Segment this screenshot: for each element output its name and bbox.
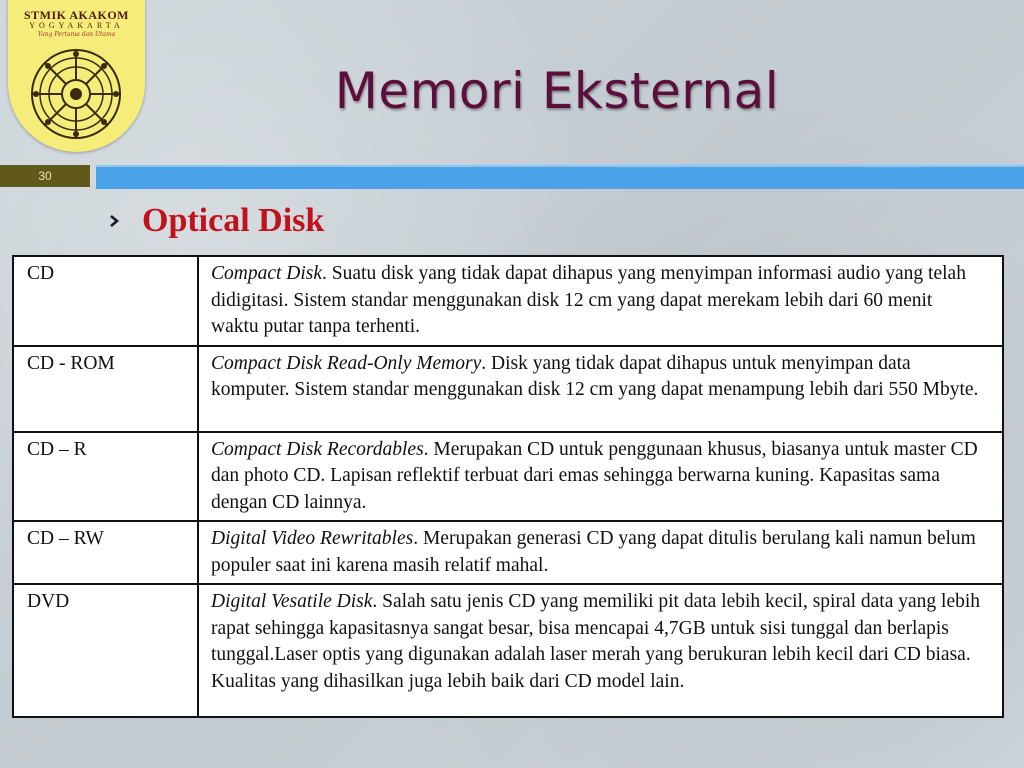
table-row: [13, 346, 1003, 432]
term-cell: CD - ROM: [13, 346, 198, 432]
logo-city: YOGYAKARTA: [29, 21, 124, 30]
term-fullname: Compact Disk Recordables: [211, 438, 424, 460]
term-description: . Disk yang tidak dapat dihapus untuk menyimpan data komputer. Sistem standar menggunakan disk 12 cm yang dapat menampung lebih dari 550 Mbyte.: [211, 352, 979, 400]
term-description: . Merupakan CD untuk penggunaan khusus, biasanya untuk master CD dan photo CD. Lapisan reflektif terbuat dari emas sehingga berwarna kuning. Kapasitas sama dengan CD lainnya.: [211, 438, 978, 513]
slide-title: Memori Eksternal: [334, 62, 780, 120]
term-cell: DVD: [13, 584, 198, 717]
table-row: [13, 432, 1003, 522]
term-description: . Salah satu jenis CD yang memiliki pit data lebih kecil, spiral data yang lebih rapat sehingga kapasitasnya sangat besar, bisa mencapai 4,7GB untuk sisi tunggal dan berlapis tunggal.Laser optis yang digunakan adalah laser merah yang berukuran lebih kecil dari CD biasa. Kualitas yang dihasilkan juga lebih baik dari CD model lain.: [211, 591, 981, 692]
term-fullname: Digital Vesatile Disk: [211, 591, 373, 612]
term-description: . Merupakan generasi CD yang dapat ditulis berulang kali namun belum populer saat ini karena masih relatif mahal.: [211, 528, 976, 576]
logo-tagline: Yang Pertama dan Utama: [37, 31, 116, 38]
description-cell: [198, 346, 1003, 432]
optical-disk-table: [12, 255, 1004, 718]
table-row: [13, 521, 1003, 584]
description-cell: [198, 432, 1003, 522]
term-cell: CD: [13, 256, 198, 346]
description-cell: [198, 521, 1003, 584]
logo-name: STMIK AKAKOM: [23, 8, 129, 22]
table-row: [13, 256, 1003, 346]
term-fullname: Compact Disk Read-Only Memory: [211, 352, 482, 374]
term-fullname: Digital Video Rewritables: [211, 528, 414, 549]
header-divider-bar: [96, 165, 1024, 189]
slide-number: 30: [0, 165, 90, 187]
table-row: [13, 584, 1003, 717]
term-description: . Suatu disk yang tidak dapat dihapus yang menyimpan informasi audio yang telah didigitasi. Sistem standar menggunakan disk 12 cm yang dapat merekam lebih dari 60 menit waktu putar tanpa terhenti.: [211, 263, 966, 337]
term-fullname: Compact Disk: [211, 263, 323, 284]
slide-number-bar: [0, 162, 1024, 190]
section-heading: Optical Disk: [142, 202, 325, 239]
description-cell: [198, 584, 1003, 717]
arrow-right-bullet-icon: [108, 214, 120, 228]
description-cell: [198, 256, 1003, 346]
term-cell: CD – RW: [13, 521, 198, 584]
term-cell: CD – R: [13, 432, 198, 522]
